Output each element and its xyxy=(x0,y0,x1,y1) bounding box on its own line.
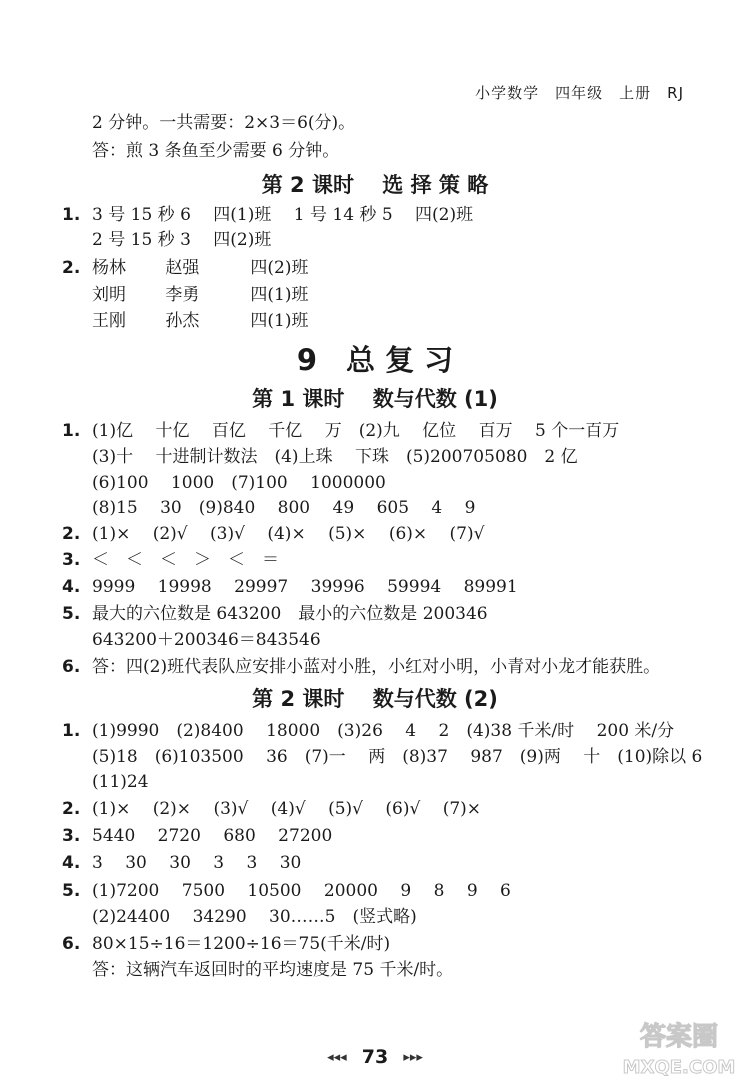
next-arrows-icon: ▸▸▸ xyxy=(403,1050,423,1065)
answer-line: 3 30 30 3 3 30 xyxy=(92,853,302,873)
watermark-logo xyxy=(614,1011,744,1081)
question-number: 4. xyxy=(62,577,81,597)
chapter-title: 9 总 复 习 xyxy=(296,343,454,377)
answer-line: 王刚 孙杰 四(1)班 xyxy=(92,311,309,331)
question-number: 4. xyxy=(62,853,81,873)
question-number: 1. xyxy=(62,205,81,225)
answer-line: (1)9990 (2)8400 18000 (3)26 4 2 (4)38 千米/时 200 米/分 xyxy=(92,721,675,741)
answer-line: (11)24 xyxy=(92,772,149,792)
continuation-line-2: 答：煎 3 条鱼至少需要 6 分钟。 xyxy=(92,141,340,161)
question-number: 5. xyxy=(62,881,81,901)
prev-arrows-icon: ◂◂◂ xyxy=(327,1050,347,1065)
answer-line: 答：这辆汽车返回时的平均速度是 75 千米/时。 xyxy=(92,960,454,980)
answer-line: 答：四(2)班代表队应安排小蓝对小胜，小红对小明，小青对小龙才能获胜。 xyxy=(92,657,661,677)
question-number: 3. xyxy=(62,826,81,846)
answer-line: 80×15÷16＝1200÷16＝75(千米/时) xyxy=(92,934,391,954)
question-number: 6. xyxy=(62,934,81,954)
answer-line: 杨林 赵强 四(2)班 xyxy=(92,258,309,278)
question-number: 6. xyxy=(62,657,81,677)
answer-line: 643200＋200346＝843546 xyxy=(92,630,321,650)
watermark-text-cn: 答案圈 xyxy=(639,1022,719,1052)
answer-line: (1)亿 十亿 百亿 千亿 万 (2)九 亿位 百万 5 个一百万 xyxy=(92,421,620,441)
page-header: 小学数学 四年级 上册 RJ xyxy=(475,84,684,102)
answer-line: 9999 19998 29997 39996 59994 89991 xyxy=(92,577,518,597)
question-number: 2. xyxy=(62,258,81,278)
answer-line: (1)× (2)√ (3)√ (4)× (5)× (6)× (7)√ xyxy=(92,524,485,544)
question-number: 1. xyxy=(62,721,81,741)
answer-line: (1)7200 7500 10500 20000 9 8 9 6 xyxy=(92,881,511,901)
continuation-line-1: 2 分钟。一共需要：2×3＝6(分)。 xyxy=(92,113,356,133)
question-number: 5. xyxy=(62,604,81,624)
answer-line: 5440 2720 680 27200 xyxy=(92,826,333,846)
answer-line: (5)18 (6)103500 36 (7)一 两 (8)37 987 (9)两 十 (10)除以 6 xyxy=(92,747,703,767)
answer-line: (2)24400 34290 30……5 (竖式略) xyxy=(92,907,417,927)
answer-line: (3)十 十进制计数法 (4)上珠 下珠 (5)200705080 2 亿 xyxy=(92,447,578,467)
answer-line: (6)100 1000 (7)100 1000000 xyxy=(92,473,386,493)
answer-line: 3 号 15 秒 6 四(1)班 1 号 14 秒 5 四(2)班 xyxy=(92,205,474,225)
page-number: 73 xyxy=(361,1046,389,1068)
answer-line: 刘明 李勇 四(1)班 xyxy=(92,285,309,305)
question-number: 2. xyxy=(62,524,81,544)
lesson-title-strategy: 第 2 课时 选 择 策 略 xyxy=(261,173,489,197)
answer-line: (1)× (2)× (3)√ (4)√ (5)√ (6)√ (7)× xyxy=(92,799,482,819)
question-number: 3. xyxy=(62,550,81,570)
question-number: 1. xyxy=(62,421,81,441)
lesson-title-numbers-1: 第 1 课时 数与代数 (1) xyxy=(252,387,498,411)
answer-line: (8)15 30 (9)840 800 49 605 4 9 xyxy=(92,498,476,518)
answer-line: 最大的六位数是 643200 最小的六位数是 200346 xyxy=(92,604,488,624)
question-number: 2. xyxy=(62,799,81,819)
answer-line: 2 号 15 秒 3 四(2)班 xyxy=(92,230,272,250)
watermark-text-url: MXQE.COM xyxy=(622,1057,736,1078)
answer-line: ＜ ＜ ＜ ＞ ＜ ＝ xyxy=(92,550,279,570)
lesson-title-numbers-2: 第 2 课时 数与代数 (2) xyxy=(252,687,498,711)
